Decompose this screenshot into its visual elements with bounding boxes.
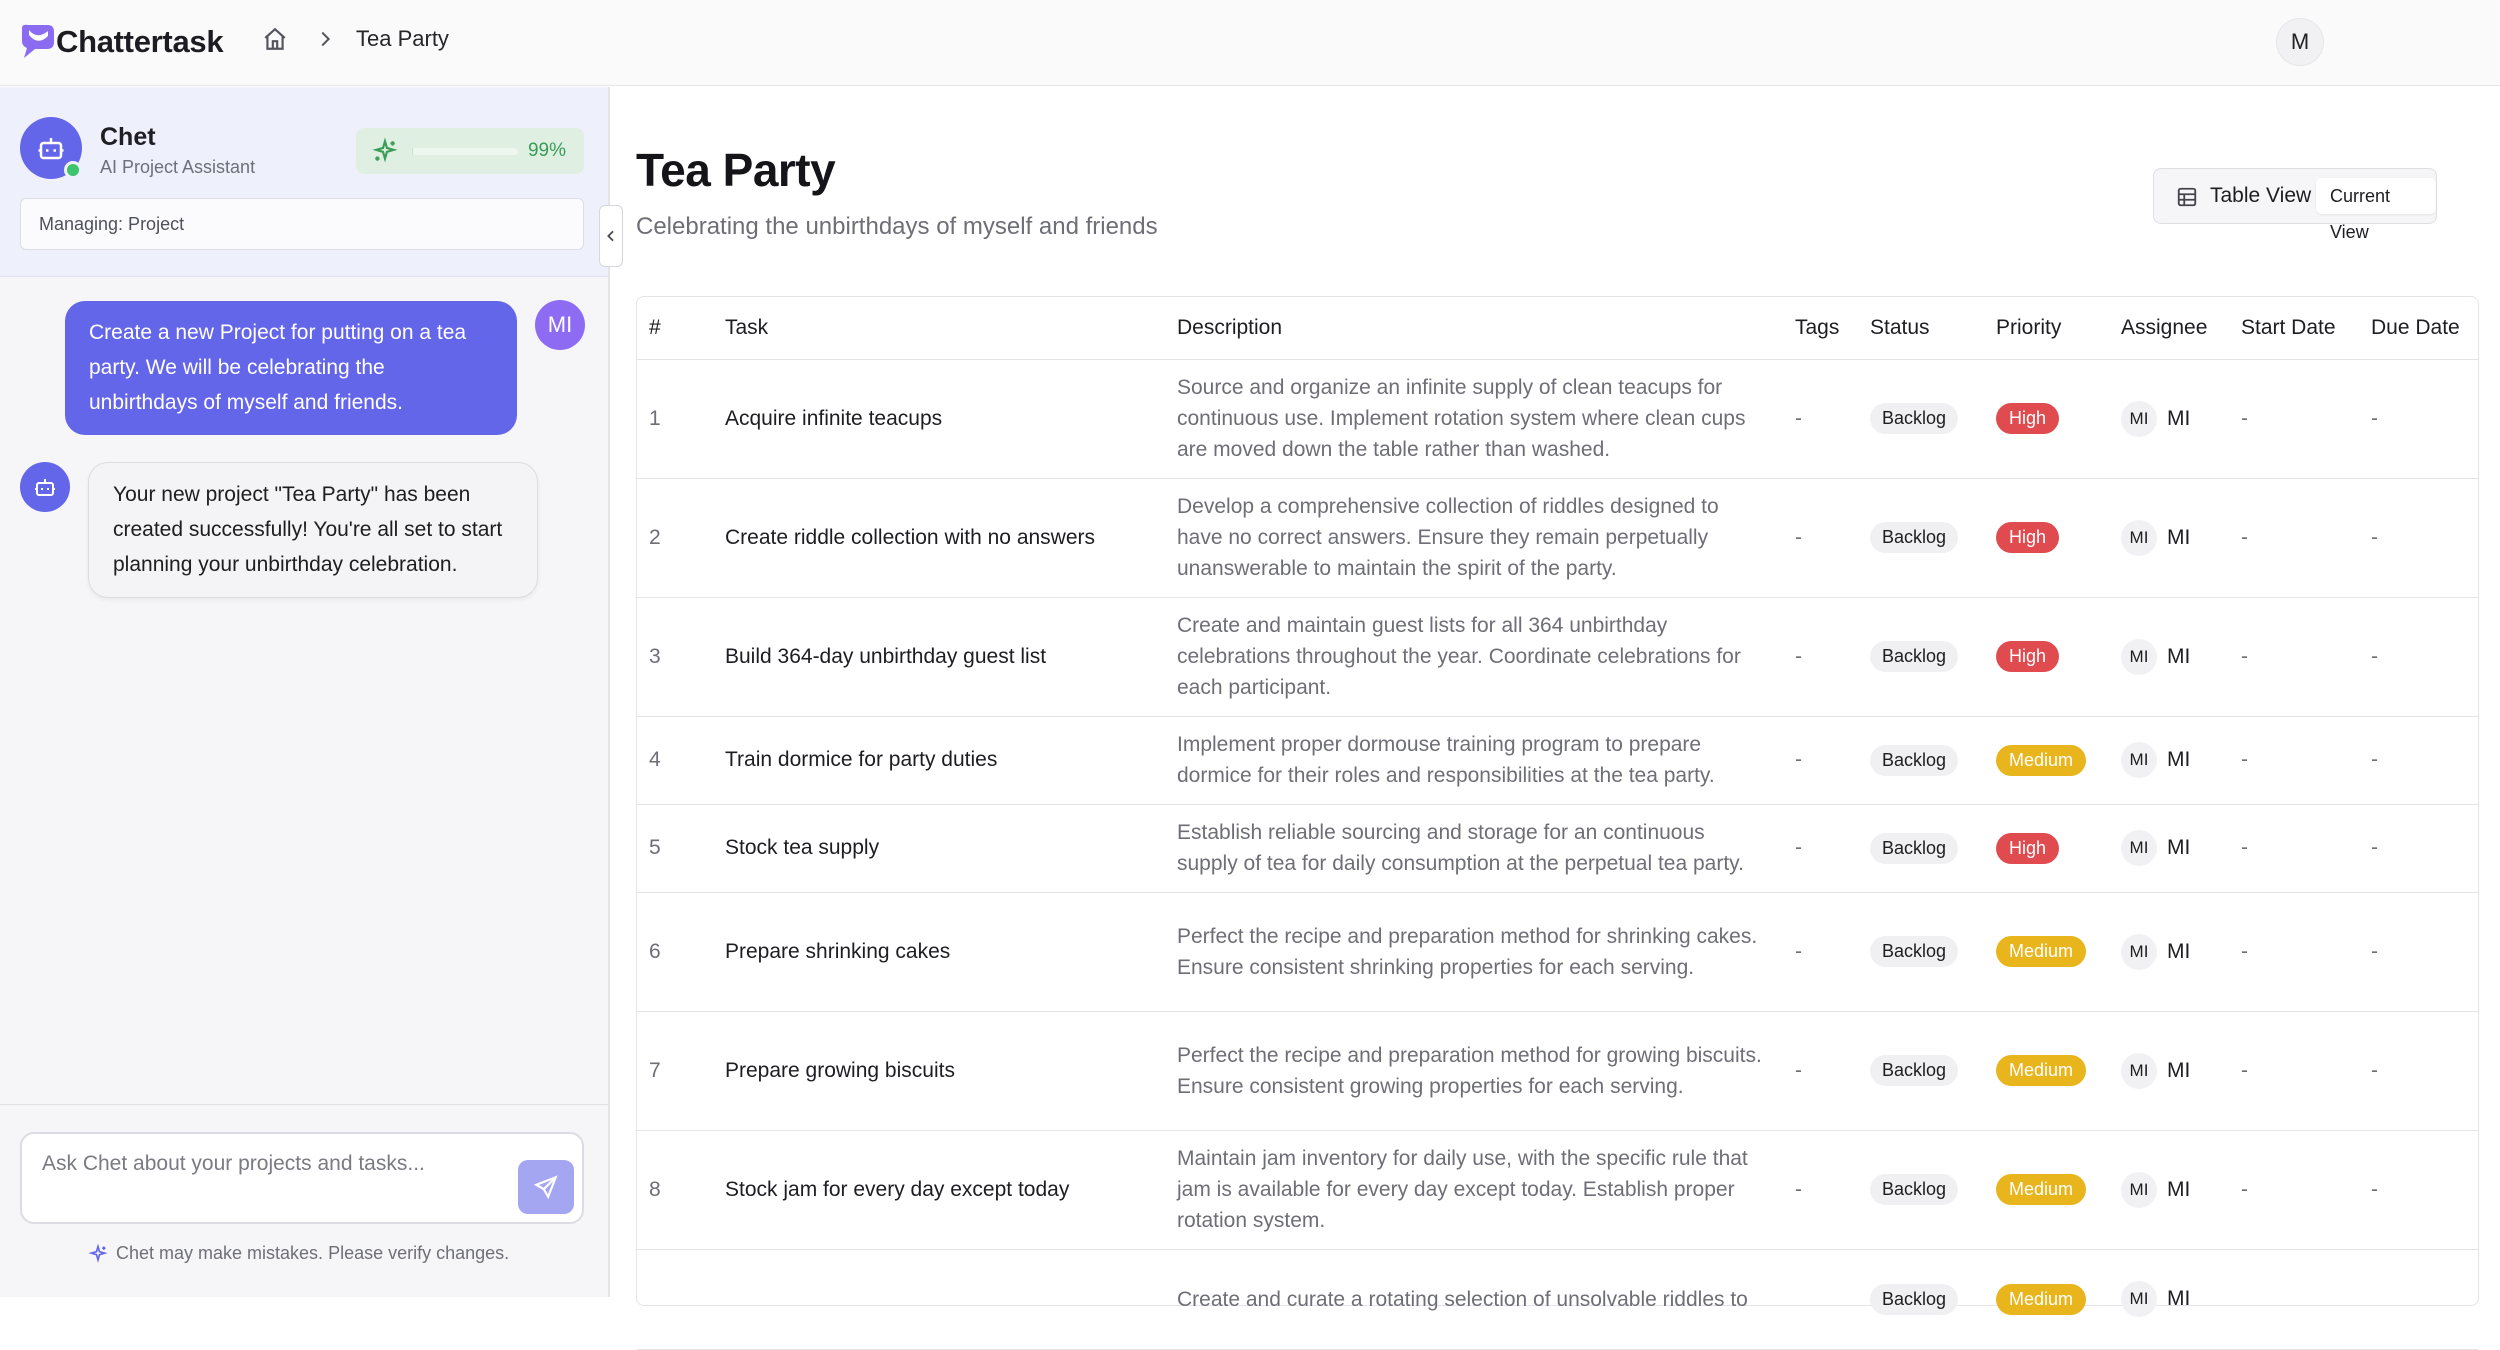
task-description: Maintain jam inventory for daily use, with the specific rule that jam is available for every day except today. Establish proper rotation system. (1165, 1130, 1783, 1249)
task-tags[interactable]: - (1783, 804, 1858, 892)
table-row[interactable] (637, 478, 2478, 597)
task-name[interactable]: Stock tea supply (713, 804, 1165, 892)
status-cell (1858, 716, 1984, 804)
task-description: Perfect the recipe and preparation method for shrinking cakes. Ensure consistent shrinking properties for each serving. (1165, 892, 1783, 1011)
priority-cell (1984, 359, 2109, 478)
view-label: Table View (2210, 184, 2312, 207)
assignee-cell (2109, 359, 2229, 478)
priority-cell (1984, 804, 2109, 892)
assignee[interactable] (2121, 742, 2229, 778)
status-cell (1858, 1249, 1984, 1349)
task-description: Establish reliable sourcing and storage for an continuous supply of tea for daily consumption at the perpetual tea party. (1165, 804, 1783, 892)
priority-cell (1984, 1011, 2109, 1130)
chevron-right-icon (314, 28, 336, 50)
assignee-name: MI (2167, 1177, 2191, 1201)
assignee[interactable] (2121, 1053, 2229, 1089)
header-col-status[interactable]: Status (1858, 297, 1984, 359)
collapse-sidebar-button[interactable] (599, 205, 623, 267)
task-tags[interactable]: - (1783, 478, 1858, 597)
assignee-cell (2109, 1011, 2229, 1130)
usage-bar (412, 148, 518, 155)
view-switcher[interactable] (2153, 168, 2437, 242)
header-col-start-date[interactable]: Start Date (2229, 297, 2359, 359)
sparkles-icon (372, 138, 398, 164)
task-description: Create and curate a rotating selection of unsolvable riddles to (1165, 1249, 1783, 1349)
priority-badge[interactable]: Medium (1996, 1284, 2086, 1315)
table-row[interactable] (637, 1130, 2478, 1249)
breadcrumb (262, 26, 449, 52)
user-avatar[interactable]: M (2276, 18, 2324, 66)
status-badge[interactable]: Backlog (1870, 522, 1958, 553)
priority-cell (1984, 892, 2109, 1011)
robot-icon (36, 133, 66, 163)
assignee-avatar: MI (2121, 934, 2157, 970)
task-table (637, 297, 2478, 1350)
assignee-name: MI (2167, 525, 2191, 549)
table-row[interactable] (637, 1011, 2478, 1130)
usage-indicator (356, 128, 584, 174)
sparkles-icon (88, 1244, 108, 1264)
online-status-dot (64, 161, 82, 179)
header-col-task[interactable]: Task (713, 297, 1165, 359)
start-date[interactable] (2229, 1249, 2359, 1349)
priority-badge[interactable]: High (1996, 833, 2059, 864)
priority-badge[interactable]: High (1996, 403, 2059, 434)
assignee[interactable] (2121, 830, 2229, 866)
due-date[interactable]: - (2359, 1130, 2478, 1249)
start-date[interactable]: - (2229, 1011, 2359, 1130)
table-row[interactable] (637, 597, 2478, 716)
task-table-container (636, 296, 2479, 1311)
assignee-cell (2109, 804, 2229, 892)
status-badge[interactable]: Backlog (1870, 1174, 1958, 1205)
header-col-number[interactable]: # (637, 297, 713, 359)
table-icon (2176, 186, 2198, 208)
assignee-cell (2109, 1130, 2229, 1249)
usage-bar-fill (412, 148, 413, 155)
task-name[interactable]: Prepare growing biscuits (713, 1011, 1165, 1130)
header-col-priority[interactable]: Priority (1984, 297, 2109, 359)
task-description: Perfect the recipe and preparation method for growing biscuits. Ensure consistent growing properties for each serving. (1165, 1011, 1783, 1130)
assignee[interactable] (2121, 401, 2229, 437)
ai-disclaimer (88, 1243, 509, 1264)
status-cell (1858, 804, 1984, 892)
send-icon (533, 1174, 559, 1200)
assignee-name: MI (2167, 1058, 2191, 1082)
chat-bubble-logo-icon (18, 22, 56, 62)
status-badge[interactable]: Backlog (1870, 745, 1958, 776)
table-row[interactable] (637, 359, 2478, 478)
assistant-message: Your new project "Tea Party" has been created successfully! You're all set to start planning your unbirthday celebration. (88, 462, 538, 598)
main-content (612, 87, 2500, 1311)
task-name[interactable]: Prepare shrinking cakes (713, 892, 1165, 1011)
assignee-name: MI (2167, 644, 2191, 668)
due-date[interactable]: - (2359, 597, 2478, 716)
task-description: Source and organize an infinite supply of clean teacups for continuous use. Implement rotation system where clean cups are moved down the table rather than washed. (1165, 359, 1783, 478)
assignee-name: MI (2167, 1287, 2191, 1310)
priority-cell (1984, 1130, 2109, 1249)
task-description: Implement proper dormouse training program to prepare dormice for their roles and responsibilities at the tea party. (1165, 716, 1783, 804)
status-badge[interactable]: Backlog (1870, 641, 1958, 672)
status-cell (1858, 359, 1984, 478)
task-tags[interactable]: - (1783, 597, 1858, 716)
assignee-cell (2109, 478, 2229, 597)
row-number: 1 (637, 359, 713, 478)
row-number: 2 (637, 478, 713, 597)
task-tags[interactable] (1783, 1249, 1858, 1349)
status-cell (1858, 1130, 1984, 1249)
table-row[interactable] (637, 1249, 2478, 1349)
assignee-avatar: MI (2121, 401, 2157, 437)
top-bar (0, 0, 2500, 86)
due-date[interactable]: - (2359, 716, 2478, 804)
due-date[interactable]: - (2359, 478, 2478, 597)
task-description: Develop a comprehensive collection of riddles designed to have no correct answers. Ensure they remain perpetually unanswerable to maintain the spirit of the party. (1165, 478, 1783, 597)
breadcrumb-current[interactable]: Tea Party (356, 26, 449, 51)
row-number (637, 1249, 713, 1349)
priority-cell (1984, 597, 2109, 716)
start-date[interactable]: - (2229, 716, 2359, 804)
current-view-badge: Current View (2316, 178, 2436, 214)
status-cell (1858, 892, 1984, 1011)
task-name[interactable]: Acquire infinite teacups (713, 359, 1165, 478)
start-date[interactable]: - (2229, 478, 2359, 597)
due-date[interactable]: - (2359, 892, 2478, 1011)
assistant-message-avatar (20, 462, 70, 512)
priority-badge[interactable]: Medium (1996, 1174, 2086, 1205)
priority-badge[interactable]: High (1996, 641, 2059, 672)
start-date[interactable]: - (2229, 892, 2359, 1011)
assistant-role: AI Project Assistant (100, 157, 256, 177)
table-row[interactable] (637, 804, 2478, 892)
status-badge[interactable]: Backlog (1870, 403, 1958, 434)
start-date[interactable]: - (2229, 359, 2359, 478)
assistant-header (0, 87, 608, 277)
managing-context: Managing: Project (20, 198, 584, 250)
row-number: 8 (637, 1130, 713, 1249)
row-number: 3 (637, 597, 713, 716)
task-tags[interactable]: - (1783, 1130, 1858, 1249)
assignee-cell (2109, 1249, 2229, 1349)
start-date[interactable]: - (2229, 804, 2359, 892)
chat-input[interactable] (42, 1146, 502, 1182)
row-number: 7 (637, 1011, 713, 1130)
status-cell (1858, 1011, 1984, 1130)
priority-badge[interactable]: High (1996, 522, 2059, 553)
task-tags[interactable]: - (1783, 716, 1858, 804)
assignee-cell (2109, 892, 2229, 1011)
assignee-name: MI (2167, 939, 2191, 963)
chat-composer (20, 1132, 584, 1224)
task-tags[interactable]: - (1783, 1011, 1858, 1130)
task-tags[interactable]: - (1783, 359, 1858, 478)
assignee-avatar: MI (2121, 1281, 2157, 1317)
header-col-tags[interactable]: Tags (1783, 297, 1858, 359)
assignee-avatar: MI (2121, 520, 2157, 556)
assignee-cell (2109, 716, 2229, 804)
user-message: Create a new Project for putting on a tea party. We will be celebrating the unbirthdays of myself and friends. (65, 301, 517, 435)
robot-icon (33, 475, 57, 499)
task-name[interactable]: Train dormice for party duties (713, 716, 1165, 804)
assistant-sidebar (0, 87, 610, 1297)
user-message-avatar: MI (535, 300, 585, 350)
task-name[interactable]: Build 364-day unbirthday guest list (713, 597, 1165, 716)
priority-badge[interactable]: Medium (1996, 936, 2086, 967)
priority-badge[interactable]: Medium (1996, 745, 2086, 776)
send-button[interactable] (518, 1160, 574, 1214)
header-col-assignee[interactable]: Assignee (2109, 297, 2229, 359)
row-number: 6 (637, 892, 713, 1011)
due-date[interactable]: - (2359, 359, 2478, 478)
status-cell (1858, 478, 1984, 597)
status-badge[interactable]: Backlog (1870, 833, 1958, 864)
start-date[interactable]: - (2229, 597, 2359, 716)
assignee-name: MI (2167, 406, 2191, 430)
status-badge[interactable]: Backlog (1870, 936, 1958, 967)
assignee[interactable] (2121, 934, 2229, 970)
task-name[interactable] (713, 1249, 1165, 1349)
task-tags[interactable]: - (1783, 892, 1858, 1011)
assignee-cell (2109, 597, 2229, 716)
due-date[interactable]: - (2359, 1011, 2478, 1130)
assignee-name: MI (2167, 836, 2191, 859)
priority-badge[interactable]: Medium (1996, 1055, 2086, 1086)
table-row[interactable] (637, 716, 2478, 804)
usage-percent: 99% (527, 140, 566, 161)
status-badge[interactable]: Backlog (1870, 1284, 1958, 1315)
assignee-avatar: MI (2121, 639, 2157, 675)
assignee-avatar: MI (2121, 742, 2157, 778)
disclaimer-text: Chet may make mistakes. Please verify changes. (116, 1243, 510, 1263)
app-logo[interactable] (18, 22, 223, 62)
row-number: 4 (637, 716, 713, 804)
page-title: Tea Party (636, 144, 836, 196)
due-date[interactable]: - (2359, 804, 2478, 892)
task-name[interactable]: Stock jam for every day except today (713, 1130, 1165, 1249)
priority-cell (1984, 1249, 2109, 1349)
priority-cell (1984, 716, 2109, 804)
assistant-name: Chet (100, 123, 156, 151)
header-col-description[interactable]: Description (1165, 297, 1783, 359)
table-header-row (637, 297, 2478, 359)
assignee[interactable] (2121, 520, 2229, 556)
status-badge[interactable]: Backlog (1870, 1055, 1958, 1086)
row-number: 5 (637, 804, 713, 892)
home-icon[interactable] (262, 26, 288, 52)
task-name[interactable]: Create riddle collection with no answers (713, 478, 1165, 597)
priority-cell (1984, 478, 2109, 597)
page-subtitle: Celebrating the unbirthdays of myself and friends (636, 213, 1158, 240)
header-col-due-date[interactable]: Due Date (2359, 297, 2478, 359)
assignee[interactable] (2121, 1172, 2229, 1208)
chat-composer-area (0, 1104, 608, 1297)
status-cell (1858, 597, 1984, 716)
assignee-avatar: MI (2121, 1172, 2157, 1208)
start-date[interactable]: - (2229, 1130, 2359, 1249)
table-row[interactable] (637, 892, 2478, 1011)
assignee-avatar: MI (2121, 830, 2157, 866)
assignee[interactable] (2121, 1281, 2229, 1317)
assignee[interactable] (2121, 639, 2229, 675)
task-description: Create and maintain guest lists for all 364 unbirthday celebrations throughout the year. Coordinate celebrations for each participant. (1165, 597, 1783, 716)
assignee-name: MI (2167, 748, 2191, 771)
app-name: Chattertask (56, 24, 224, 59)
assignee-avatar: MI (2121, 1053, 2157, 1089)
table-body (637, 359, 2478, 1349)
due-date[interactable] (2359, 1249, 2478, 1349)
chevron-left-icon (603, 228, 619, 244)
